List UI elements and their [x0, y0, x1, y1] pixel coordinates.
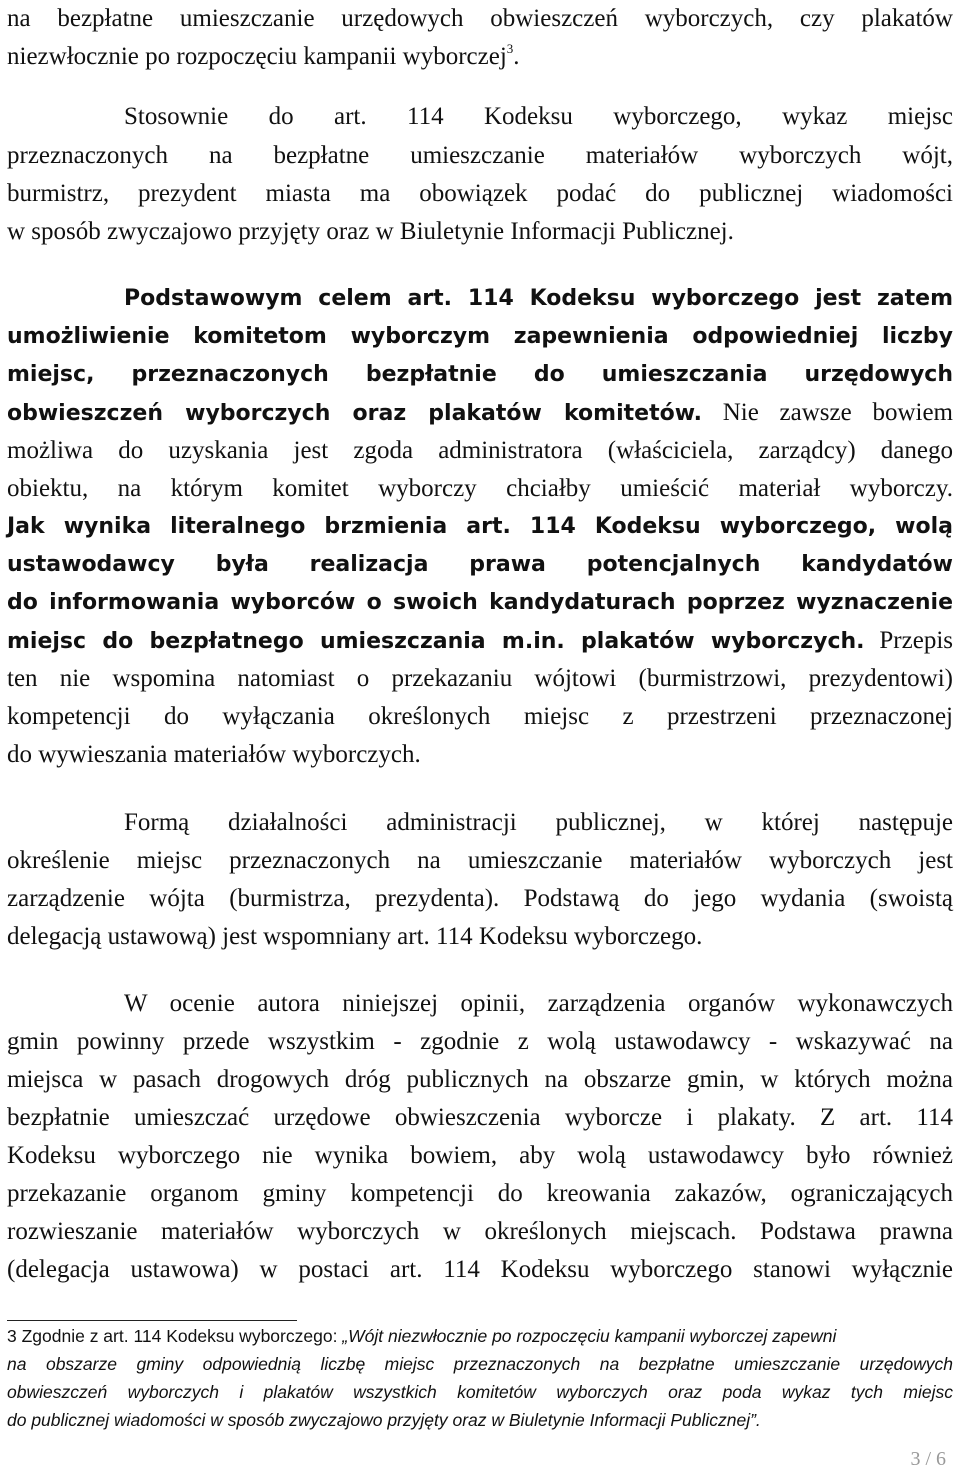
paragraph-line: [7, 622, 953, 661]
paragraph-line: miejsca w pasach drogowych dróg publicznych na obszarze gmin, w których można: [7, 1066, 953, 1093]
text-run: na bezpłatne umieszczanie urzędowych obwieszczeń wyborczych, czy plakatów: [7, 5, 953, 32]
footnote-line: [7, 1350, 953, 1379]
bold-run: Podstawowym celem art. 114 Kodeksu wyborczego jest zatem: [124, 286, 953, 311]
bold-run: miejsc do bezpłatnego umieszczania m.in. plakatów wyborczych.: [7, 629, 865, 654]
page-number: 3 / 6: [910, 1448, 946, 1470]
paragraph-line: Kodeksu wyborczego nie wynika bowiem, aby wolą ustawodawcy było również: [7, 1142, 953, 1169]
footnote-quote: na obszarze gminy odpowiednią liczbę miejsc przeznaczonych na bezpłatne umieszczanie urzędowych: [7, 1354, 953, 1374]
footnote-line: [7, 1406, 953, 1435]
footnote-quote: obwieszczeń wyborczych i plakatów wszystkich komitetów wyborczych oraz poda wykaz tych miejsc: [7, 1382, 953, 1402]
text-run: Przepis: [864, 627, 953, 654]
paragraph-line: (delegacja ustawowa) w postaci art. 114 Kodeksu wyborczego stanowi wyłącznie: [7, 1256, 953, 1283]
paragraph-line: [7, 584, 953, 622]
paragraph-line: przeznaczonych na bezpłatne umieszczanie materiałów wyborczych wójt,: [7, 142, 953, 169]
footnote-lead: Zgodnie z art. 114 Kodeksu wyborczego:: [16, 1326, 343, 1346]
paragraph-line: [7, 394, 953, 433]
bold-run: umożliwienie komitetom wyborczym zapewnienia odpowiedniej liczby: [7, 324, 953, 349]
paragraph-line: Stosownie do art. 114 Kodeksu wyborczego, wykaz miejsc: [124, 103, 953, 130]
paragraph-line: gmin powinny przede wszystkim - zgodnie z wolą ustawodawcy - wskazywać na: [7, 1028, 953, 1055]
paragraph-line: zarządzenie wójta (burmistrza, prezydenta). Podstawą do jego wydania (swoistą: [7, 885, 953, 912]
paragraph-line: [124, 280, 953, 318]
paragraph-line: możliwa do uzyskania jest zgoda administratora (właściciela, zarządcy) danego: [7, 437, 953, 464]
paragraph-line: [7, 356, 953, 394]
bold-run: obwieszczeń wyborczych oraz plakatów komitetów.: [7, 401, 702, 426]
paragraph-line: [7, 318, 953, 356]
paragraph-line: [7, 546, 953, 584]
paragraph-line: ten nie wspomina natomiast o przekazaniu wójtowi (burmistrzowi, prezydentowi): [7, 665, 953, 692]
footnote-separator: [7, 1320, 297, 1321]
footnote-line: [7, 1378, 953, 1407]
paragraph-line: rozwieszanie materiałów wyborczych w określonych miejscach. Podstawa prawna: [7, 1218, 953, 1245]
bold-run: ustawodawcy była realizacja prawa potencjalnych kandydatów: [7, 552, 953, 577]
text-run: Nie zawsze bowiem: [701, 399, 954, 426]
footnote-line: [7, 1322, 953, 1351]
paragraph-line: Formą działalności administracji publicznej, w której następuje: [124, 809, 953, 836]
paragraph-line: w sposób zwyczajowo przyjęty oraz w Biuletynie Informacji Publicznej.: [7, 218, 734, 245]
footnote-quote: do publicznej wiadomości w sposób zwyczajowo przyjęty oraz w Biuletynie Informacji Publicznej”.: [7, 1410, 761, 1430]
paragraph-line: do wywieszania materiałów wyborczych.: [7, 741, 421, 768]
paragraph-line: przekazanie organom gminy kompetencji do kreowania zakazów, ograniczających: [7, 1180, 953, 1207]
footnote-reference[interactable]: 3: [506, 40, 514, 56]
bold-run: do informowania wyborców o swoich kandydaturach poprzez wyznaczenie: [7, 590, 953, 615]
paragraph-line: delegacją ustawową) jest wspomniany art. 114 Kodeksu wyborczego.: [7, 923, 703, 950]
paragraph-line: [7, 0, 953, 38]
text-run: .: [513, 43, 520, 70]
footnote-number: 3: [7, 1326, 17, 1346]
text-run: niezwłocznie po rozpoczęciu kampanii wyborczej: [7, 43, 507, 70]
bold-run: miejsc, przeznaczonych bezpłatnie do umieszczania urzędowych: [7, 362, 953, 387]
paragraph-line: kompetencji do wyłączania określonych miejsc z przestrzeni przeznaczonej: [7, 703, 953, 730]
paragraph-line: określenie miejsc przeznaczonych na umieszczanie materiałów wyborczych jest: [7, 847, 953, 874]
paragraph-line: burmistrz, prezydent miasta ma obowiązek podać do publicznej wiadomości: [7, 180, 953, 207]
paragraph-line: W ocenie autora niniejszej opinii, zarządzenia organów wykonawczych: [124, 990, 953, 1017]
bold-run: Jak wynika literalnego brzmienia art. 114 Kodeksu wyborczego, wolą: [7, 514, 953, 539]
paragraph-line: bezpłatnie umieszczać urzędowe obwieszczenia wyborcze i plakaty. Z art. 114: [7, 1104, 953, 1131]
paragraph-line: obiektu, na którym komitet wyborczy chciałby umieścić materiał wyborczy.: [7, 475, 953, 502]
paragraph-line: [7, 38, 953, 76]
paragraph-line: [7, 508, 953, 546]
footnote-quote: „Wójt niezwłocznie po rozpoczęciu kampanii wyborczej zapewni: [342, 1326, 837, 1346]
